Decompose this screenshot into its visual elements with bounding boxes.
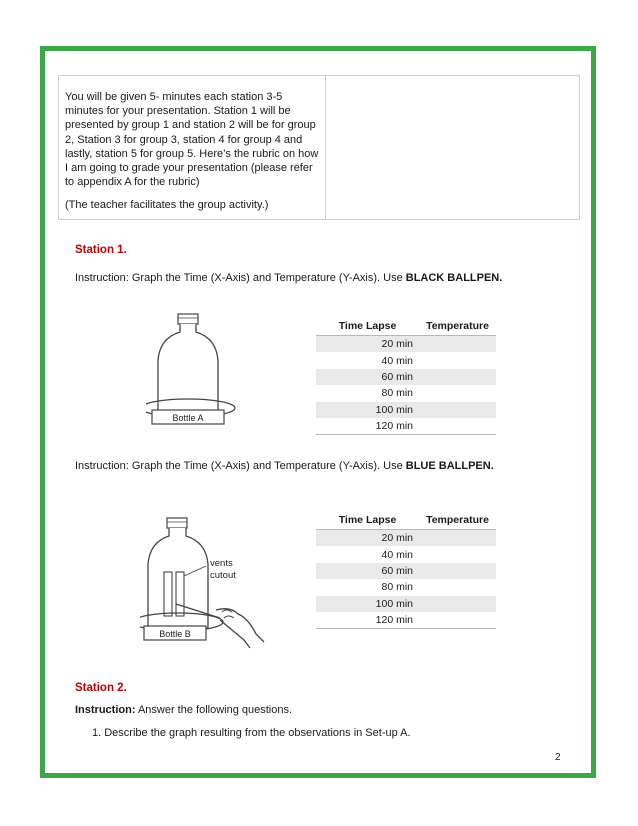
activity-table — [58, 75, 580, 220]
table-row — [316, 596, 496, 612]
temperature-cell — [419, 385, 496, 401]
temperature-cell — [419, 563, 496, 579]
station-1-heading: Station 1. — [75, 244, 127, 256]
header-temperature: Temperature — [419, 316, 496, 336]
question-1: 1. Describe the graph resulting from the observations in Set-up A. — [92, 727, 411, 739]
temperature-cell — [419, 369, 496, 385]
table-row — [316, 563, 496, 579]
time-cell: 120 min — [316, 418, 419, 435]
instruction-label: Instruction — [75, 460, 126, 472]
instruction-answer-questions — [75, 704, 292, 716]
table-row — [316, 402, 496, 418]
time-cell: 20 min — [316, 336, 419, 353]
pen-color: BLUE BALLPEN. — [405, 460, 494, 472]
table-row — [316, 336, 496, 353]
header-time-lapse: Time Lapse — [316, 510, 419, 530]
table-row — [316, 546, 496, 562]
temperature-cell — [419, 530, 496, 547]
time-cell: 40 min — [381, 548, 413, 561]
temperature-cell — [419, 352, 496, 368]
temperature-cell — [419, 596, 496, 612]
activity-empty-cell — [326, 76, 579, 219]
instruction-text: : Graph the Time (X-Axis) and Temperature (Y-Axis). Use — [125, 460, 406, 472]
temperature-cell — [419, 546, 496, 562]
temperature-cell — [419, 612, 496, 629]
temperature-cell — [419, 418, 496, 435]
time-cell: 20 min — [316, 530, 419, 547]
station-2-heading: Station 2. — [75, 682, 127, 694]
teacher-note: (The teacher facilitates the group activity.) — [65, 199, 269, 212]
time-cell: 100 min — [316, 596, 419, 612]
temperature-cell — [419, 402, 496, 418]
time-cell: 60 min — [316, 563, 419, 579]
activity-description: You will be given 5- minutes each station 3-5 minutes for your presentation. Station 1 will be presented by group 1 and station 2 will be for group 2, Station 3 for group 3, station 4 for group 4 and lastly, station 5 for group 5. Here’s the rubric on how I am going to grade your presentation (please refer to appendix A for the rubric) — [65, 91, 319, 189]
table-row — [316, 369, 496, 385]
header-temperature: Temperature — [419, 510, 496, 530]
instruction-label: Instruction: — [75, 704, 136, 716]
instruction-blue-ballpen — [75, 460, 494, 472]
pen-color: BLACK BALLPEN. — [405, 272, 503, 284]
time-cell: 80 min — [381, 581, 413, 594]
cutout-label: cutout — [210, 570, 236, 581]
activity-description-cell — [59, 76, 326, 219]
temperature-table-b — [316, 510, 496, 629]
header-time-lapse: Time Lapse — [316, 316, 419, 336]
instruction-label: Instruction — [75, 272, 126, 284]
temperature-cell — [419, 336, 496, 353]
time-cell: 60 min — [316, 369, 419, 385]
bottle-b-illustration — [140, 514, 270, 654]
bottle-b-label: Bottle B — [159, 629, 191, 639]
table-row — [316, 352, 496, 368]
table-row — [316, 612, 496, 629]
instruction-black-ballpen — [75, 272, 502, 284]
time-cell: 40 min — [381, 354, 413, 367]
table-row — [316, 385, 496, 401]
time-cell: 120 min — [316, 612, 419, 629]
time-cell: 80 min — [381, 387, 413, 400]
table-row — [316, 530, 496, 547]
time-cell: 100 min — [316, 402, 419, 418]
table-row — [316, 418, 496, 435]
temperature-table-a — [316, 316, 496, 435]
instruction-text: Answer the following questions. — [135, 704, 293, 716]
table-row — [316, 579, 496, 595]
bottle-a-label: Bottle A — [172, 413, 204, 423]
vents-label: vents — [210, 558, 233, 569]
bottle-a-illustration — [146, 310, 246, 435]
page-number: 2 — [555, 752, 561, 763]
instruction-text: : Graph the Time (X-Axis) and Temperature (Y-Axis). Use — [125, 272, 406, 284]
temperature-cell — [419, 579, 496, 595]
